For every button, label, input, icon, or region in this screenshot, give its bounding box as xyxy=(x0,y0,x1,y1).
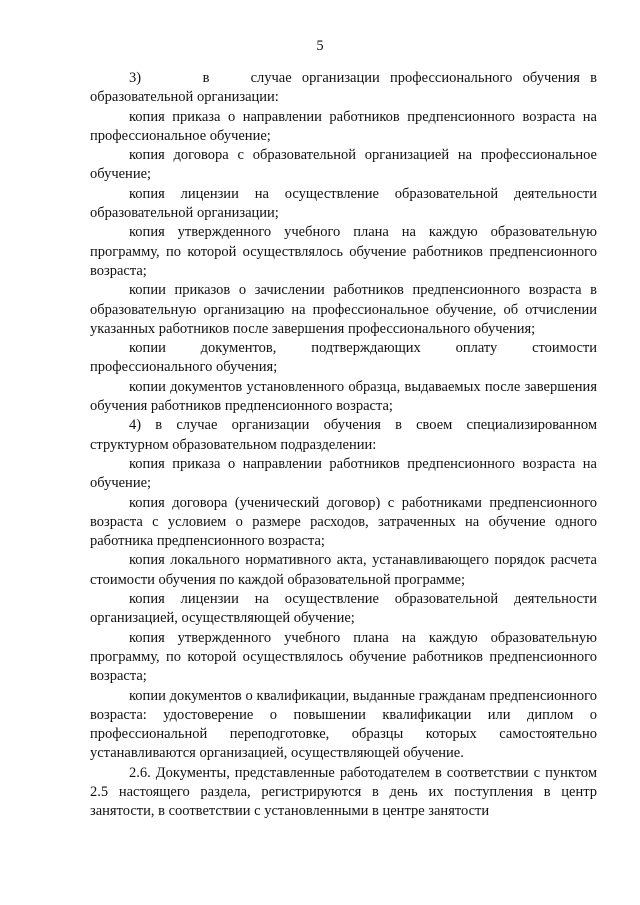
paragraph-enrollment-orders: копии приказов о зачислении работников предпенсионного возраста в образовательную организацию на профессиональное обучение, об отчислении указанных работников после завершения профессионального обучения; xyxy=(90,282,597,337)
document-body xyxy=(90,69,597,822)
paragraph-license-copy: копия лицензии на осуществление образовательной деятельности образовательной организации; xyxy=(90,185,597,222)
paragraph-local-act: копия локального нормативного акта, устанавливающего порядок расчета стоимости обучения по каждой образовательной программе; xyxy=(90,552,597,588)
paragraph-qualification-documents: копии документов о квалификации, выданные гражданам предпенсионного возраста: удостоверение о повышении квалификации или диплом о профессиональной переподготовке, образцы которых самостоятельно устанавливаются организацией, осуществляющей обучение. xyxy=(90,687,597,762)
paragraph-section-2-6: 2.6. Документы, представленные работодателем в соответствии с пунктом 2.5 настоящего раздела, регистрируются в день их поступления в центр занятости, в соответствии с установленными в центре занятости xyxy=(90,764,597,820)
paragraph-organization-license: копия лицензии на осуществление образовательной деятельности организацией, осуществляющей обучение; xyxy=(90,591,597,627)
paragraph-item-4-intro: 4) в случае организации обучения в своем специализированном структурном образовательном подразделении: xyxy=(90,417,597,453)
paragraph-student-contract: копия договора (ученический договор) с работниками предпенсионного возраста с условием о размере расходов, затраченных на обучение одного работника предпенсионного возраста; xyxy=(90,494,597,550)
paragraph-curriculum-copy-2: копия утвержденного учебного плана на каждую образовательную программу, по которой осуществлялось обучение работников предпенсионного возраста; xyxy=(90,629,597,685)
paragraph-item-3-intro: 3) в случае организации профессионального обучения в образовательной организации: xyxy=(90,70,597,106)
paragraph-curriculum-copy: копия утвержденного учебного плана на каждую образовательную программу, по которой осуществлялось обучение работников предпенсионного возраста; xyxy=(90,224,597,279)
paragraph-payment-documents: копии документов, подтверждающих оплату стоимости профессионального обучения; xyxy=(90,340,597,376)
paragraph-order-copy: копия приказа о направлении работников предпенсионного возраста на профессиональное обучение; xyxy=(90,108,597,144)
paragraph-training-order: копия приказа о направлении работников предпенсионного возраста на обучение; xyxy=(90,455,597,492)
page-number: 5 xyxy=(316,38,324,54)
paragraph-contract-copy: копия договора с образовательной организацией на профессиональное обучение; xyxy=(90,147,597,183)
paragraph-completion-documents: копии документов установленного образца, выдаваемых после завершения обучения работников предпенсионного возраста; xyxy=(90,378,597,415)
